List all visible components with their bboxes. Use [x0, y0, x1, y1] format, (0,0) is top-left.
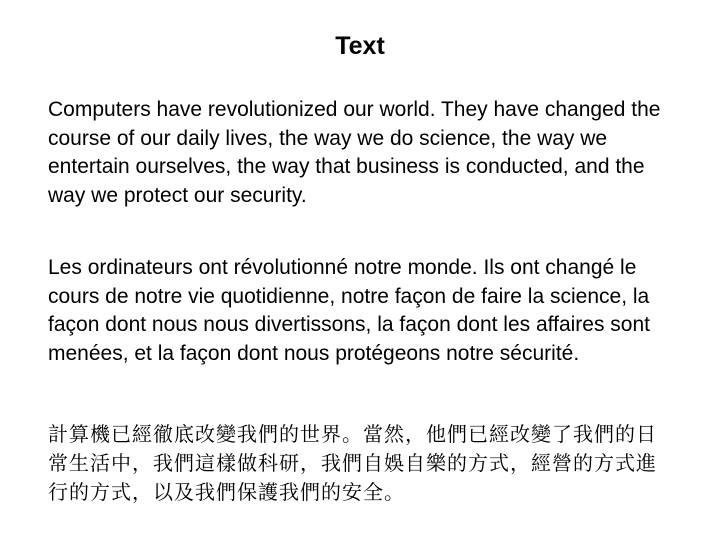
paragraph-french: Les ordinateurs ont révolutionné notre monde. Ils ont changé le cours de notre vie quotidienne, notre façon de faire la science, la façon dont nous nous divertissons, la façon dont les affaires sont menées, et la façon dont nous protégeons notre sécurité. — [48, 256, 650, 365]
slide-title: Text — [335, 32, 385, 60]
paragraph-chinese: 計算機已經徹底改變我們的世界。當然，他們已經改變了我們的日常生活中，我們這樣做科研，我們自娛自樂的方式，經營的方式進行的方式，以及我們保護我們的安全。 — [48, 422, 657, 504]
paragraph-english: Computers have revolutionized our world. They have changed the course of our daily lives, the way we do science, the way we entertain ourselves, the way that business is conducted, and the way we protect our security. — [48, 98, 661, 207]
